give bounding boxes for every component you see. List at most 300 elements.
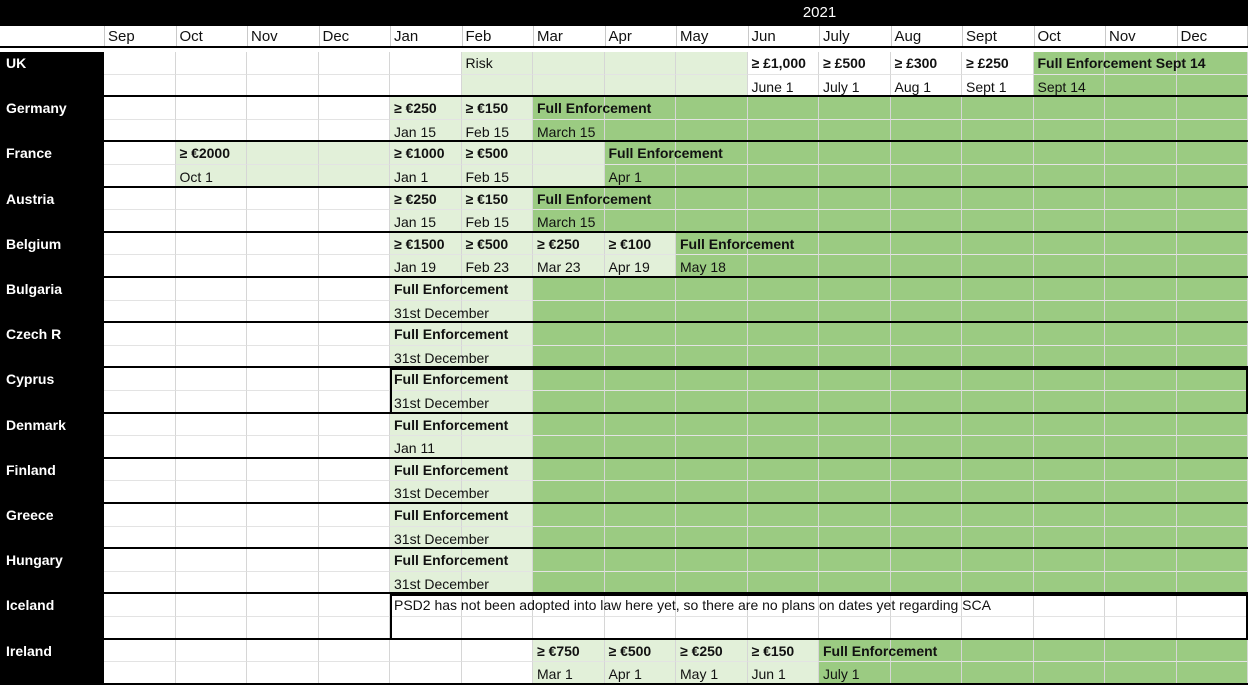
timeline-cell <box>891 97 963 120</box>
timeline-cell <box>1105 391 1177 414</box>
timeline-cell <box>247 640 319 663</box>
timeline-cell <box>533 414 605 437</box>
threshold-label: Full Enforcement <box>390 416 508 434</box>
threshold-label: Full Enforcement <box>390 280 508 298</box>
timeline-cell <box>247 188 319 211</box>
timeline-cell <box>676 346 748 369</box>
threshold-label: Full Enforcement <box>605 144 723 162</box>
timeline-cell <box>104 527 176 550</box>
timeline-cell <box>962 165 1034 188</box>
timeline-cell <box>1034 142 1106 165</box>
row-outline <box>390 368 392 413</box>
timeline-cell <box>676 572 748 595</box>
timeline-cell <box>962 210 1034 233</box>
timeline-cell <box>319 165 391 188</box>
timeline-cell <box>1177 97 1248 120</box>
timeline-cell <box>1105 323 1177 346</box>
timeline-cell <box>819 391 891 414</box>
timeline-cell <box>247 549 319 572</box>
timeline-cell <box>533 572 605 595</box>
timeline-cell <box>104 640 176 663</box>
timeline-cell <box>891 481 963 504</box>
timeline-cell <box>748 436 820 459</box>
timeline-cell <box>1034 527 1106 550</box>
timeline-cell <box>176 481 248 504</box>
timeline-cell <box>819 459 891 482</box>
timeline-cell <box>1034 459 1106 482</box>
threshold-label: Full Enforcement <box>390 506 508 524</box>
timeline-cell <box>1177 188 1248 211</box>
timeline-cell <box>962 120 1034 143</box>
timeline-cell <box>962 368 1034 391</box>
country-label: Belgium <box>0 233 104 278</box>
timeline-cell <box>891 278 963 301</box>
timeline-cell <box>176 52 248 75</box>
month-label: Oct <box>1034 28 1106 45</box>
timeline-cell <box>1034 323 1106 346</box>
timeline-cell <box>748 617 820 640</box>
date-label: Jun 1 <box>748 665 786 683</box>
timeline-cell <box>1177 346 1248 369</box>
month-label: Feb <box>462 28 534 45</box>
threshold-label: ≥ €250 <box>390 99 437 117</box>
date-label: July 1 <box>819 665 860 683</box>
timeline-cell <box>1034 640 1106 663</box>
timeline-cell <box>104 75 176 98</box>
timeline-cell <box>1177 414 1248 437</box>
timeline-cell <box>962 97 1034 120</box>
timeline-cell <box>319 120 391 143</box>
timeline-cell <box>1177 120 1248 143</box>
timeline-cell <box>1034 368 1106 391</box>
timeline-cell <box>1034 549 1106 572</box>
timeline-cell <box>533 346 605 369</box>
timeline-cell <box>748 97 820 120</box>
timeline-cell <box>462 75 534 98</box>
month-label: Sep <box>104 28 176 45</box>
timeline-cell <box>176 368 248 391</box>
timeline-cell <box>533 75 605 98</box>
country-label: Greece <box>0 504 104 549</box>
timeline-cell <box>176 527 248 550</box>
timeline-cell <box>319 662 391 685</box>
timeline-cell <box>176 436 248 459</box>
timeline-cell <box>176 594 248 617</box>
timeline-cell <box>104 165 176 188</box>
timeline-cell <box>891 459 963 482</box>
timeline-cell <box>1177 233 1248 256</box>
threshold-label: Full Enforcement <box>390 461 508 479</box>
timeline-cell <box>176 504 248 527</box>
month-gridline <box>247 26 248 48</box>
timeline-cell <box>319 301 391 324</box>
timeline-cell <box>319 459 391 482</box>
timeline-cell <box>962 617 1034 640</box>
timeline-cell <box>533 165 605 188</box>
timeline-cell <box>247 572 319 595</box>
month-gridline <box>676 26 677 48</box>
threshold-label: ≥ £300 <box>891 54 938 72</box>
timeline-cell <box>390 640 462 663</box>
timeline-cell <box>676 120 748 143</box>
country-label: Bulgaria <box>0 278 104 323</box>
month-label: Sept <box>962 28 1034 45</box>
threshold-label: ≥ €500 <box>605 642 652 660</box>
month-gridline <box>390 26 391 48</box>
threshold-label: ≥ €500 <box>462 144 509 162</box>
timeline-cell <box>390 662 462 685</box>
timeline-cell <box>1177 391 1248 414</box>
timeline-cell <box>1105 233 1177 256</box>
month-gridline <box>819 26 820 48</box>
timeline-cell <box>748 120 820 143</box>
timeline-cell <box>319 414 391 437</box>
month-label: Nov <box>247 28 319 45</box>
timeline-cell <box>819 368 891 391</box>
timeline-cell <box>1105 142 1177 165</box>
timeline-cell <box>390 52 462 75</box>
threshold-label: ≥ €500 <box>462 235 509 253</box>
month-gridline <box>1034 26 1035 48</box>
month-gridline <box>462 26 463 48</box>
timeline-cell <box>891 120 963 143</box>
timeline-cell <box>676 210 748 233</box>
timeline-cell <box>676 617 748 640</box>
threshold-label: ≥ €150 <box>462 190 509 208</box>
timeline-cell <box>962 188 1034 211</box>
country-label: France <box>0 142 104 187</box>
timeline-cell <box>176 75 248 98</box>
timeline-cell <box>891 142 963 165</box>
timeline-cell <box>533 504 605 527</box>
timeline-cell <box>176 640 248 663</box>
timeline-cell <box>176 391 248 414</box>
timeline-cell <box>676 549 748 572</box>
timeline-cell <box>247 617 319 640</box>
timeline-cell <box>1105 210 1177 233</box>
timeline-cell <box>176 572 248 595</box>
timeline-cell <box>319 97 391 120</box>
timeline-cell <box>1177 481 1248 504</box>
timeline-cell <box>605 436 677 459</box>
timeline-cell <box>319 640 391 663</box>
timeline-cell <box>319 594 391 617</box>
timeline-cell <box>819 436 891 459</box>
threshold-label: Full Enforcement <box>390 370 508 388</box>
timeline-cell <box>748 142 820 165</box>
timeline-cell <box>1177 549 1248 572</box>
timeline-cell <box>891 617 963 640</box>
timeline-cell <box>176 97 248 120</box>
timeline-cell <box>748 414 820 437</box>
timeline-cell <box>676 52 748 75</box>
timeline-cell <box>1034 436 1106 459</box>
timeline-cell <box>676 301 748 324</box>
timeline-cell <box>962 278 1034 301</box>
timeline-cell <box>319 233 391 256</box>
timeline-cell <box>319 481 391 504</box>
timeline-cell <box>1034 617 1106 640</box>
date-label: Sept 14 <box>1034 78 1086 96</box>
timeline-cell <box>891 255 963 278</box>
timeline-cell <box>176 301 248 324</box>
timeline-cell <box>962 549 1034 572</box>
date-label: Jan 11 <box>390 439 435 457</box>
timeline-cell <box>819 323 891 346</box>
timeline-cell <box>247 323 319 346</box>
timeline-cell <box>605 301 677 324</box>
timeline-cell <box>891 210 963 233</box>
threshold-label: ≥ €150 <box>748 642 795 660</box>
timeline-cell <box>104 142 176 165</box>
timeline-cell <box>891 368 963 391</box>
date-label: Apr 19 <box>605 258 650 276</box>
timeline-cell <box>533 278 605 301</box>
month-header-row <box>0 26 1248 48</box>
month-label: July <box>819 28 891 45</box>
timeline-cell <box>1177 594 1248 617</box>
timeline-cell <box>462 617 534 640</box>
date-label: Feb 15 <box>462 213 510 231</box>
timeline-cell <box>819 572 891 595</box>
timeline-cell <box>176 662 248 685</box>
timeline-cell <box>176 233 248 256</box>
timeline-cell <box>605 527 677 550</box>
timeline-cell <box>891 549 963 572</box>
timeline-cell <box>247 75 319 98</box>
country-label: Hungary <box>0 549 104 594</box>
country-label: Germany <box>0 97 104 142</box>
timeline-cell <box>676 481 748 504</box>
timeline-cell <box>1034 594 1106 617</box>
timeline-cell <box>533 142 605 165</box>
timeline-cell <box>891 414 963 437</box>
timeline-cell <box>319 572 391 595</box>
timeline-cell <box>1034 165 1106 188</box>
timeline-cell <box>891 233 963 256</box>
date-label: Apr 1 <box>605 665 642 683</box>
month-label: Nov <box>1105 28 1177 45</box>
timeline-cell <box>319 346 391 369</box>
month-label: Dec <box>319 28 391 45</box>
threshold-label: PSD2 has not been adopted into law here yet, so there are no plans on dates yet regarding SCA <box>390 596 991 614</box>
timeline-cell <box>819 233 891 256</box>
country-label: Czech R <box>0 323 104 368</box>
timeline-cell <box>1177 210 1248 233</box>
timeline-cell <box>819 481 891 504</box>
timeline-cell <box>176 323 248 346</box>
threshold-label: Full Enforcement <box>390 551 508 569</box>
timeline-cell <box>962 323 1034 346</box>
timeline-cell <box>1034 210 1106 233</box>
timeline-cell <box>104 436 176 459</box>
timeline-cell <box>1105 414 1177 437</box>
timeline-cell <box>533 481 605 504</box>
timeline-cell <box>176 120 248 143</box>
date-label: July 1 <box>819 78 860 96</box>
timeline-cell <box>104 97 176 120</box>
country-label: Ireland <box>0 640 104 685</box>
timeline-cell <box>1034 481 1106 504</box>
timeline-cell <box>104 414 176 437</box>
timeline-cell <box>676 436 748 459</box>
date-label: Sept 1 <box>962 78 1006 96</box>
timeline-cell <box>891 504 963 527</box>
date-label: March 15 <box>533 213 595 231</box>
timeline-cell <box>1105 662 1177 685</box>
timeline-cell <box>1177 323 1248 346</box>
timeline-cell <box>104 301 176 324</box>
timeline-cell <box>1177 436 1248 459</box>
timeline-cell <box>1105 617 1177 640</box>
timeline-cell <box>1177 459 1248 482</box>
country-label: Denmark <box>0 414 104 459</box>
country-label: Iceland <box>0 594 104 639</box>
timeline-cell <box>247 142 319 165</box>
timeline-cell <box>962 527 1034 550</box>
date-label: May 1 <box>676 665 718 683</box>
timeline-cell <box>605 346 677 369</box>
timeline-cell <box>605 459 677 482</box>
timeline-cell <box>1105 368 1177 391</box>
timeline-cell <box>1034 346 1106 369</box>
timeline-cell <box>1034 233 1106 256</box>
timeline-cell <box>247 52 319 75</box>
month-gridline <box>319 26 320 48</box>
timeline-cell <box>1034 255 1106 278</box>
timeline-cell <box>891 527 963 550</box>
timeline-cell <box>1177 142 1248 165</box>
month-label: Mar <box>533 28 605 45</box>
timeline-cell <box>533 301 605 324</box>
threshold-label: Risk <box>462 54 493 72</box>
timeline-cell <box>319 391 391 414</box>
timeline-cell <box>891 391 963 414</box>
country-label: Finland <box>0 459 104 504</box>
timeline-cell <box>1105 459 1177 482</box>
timeline-cell <box>104 459 176 482</box>
month-gridline <box>176 26 177 48</box>
timeline-cell <box>891 436 963 459</box>
timeline-cell <box>104 594 176 617</box>
timeline-cell <box>962 640 1034 663</box>
timeline-cell <box>1034 188 1106 211</box>
timeline-cell <box>176 617 248 640</box>
timeline-cell <box>176 459 248 482</box>
timeline-cell <box>1105 504 1177 527</box>
timeline-cell <box>676 459 748 482</box>
timeline-cell <box>819 165 891 188</box>
timeline-cell <box>605 414 677 437</box>
timeline-cell <box>1105 75 1177 98</box>
month-gridline <box>1177 26 1178 48</box>
timeline-cell <box>533 52 605 75</box>
date-label: Mar 23 <box>533 258 581 276</box>
timeline-cell <box>1034 278 1106 301</box>
timeline-cell <box>1105 165 1177 188</box>
timeline-cell <box>462 436 534 459</box>
timeline-cell <box>962 572 1034 595</box>
date-label: 31st December <box>390 484 489 502</box>
timeline-cell <box>319 255 391 278</box>
timeline-cell <box>962 436 1034 459</box>
timeline-cell <box>1105 301 1177 324</box>
timeline-cell <box>533 436 605 459</box>
timeline-cell <box>247 414 319 437</box>
date-label: 31st December <box>390 349 489 367</box>
timeline-cell <box>676 504 748 527</box>
timeline-cell <box>605 481 677 504</box>
timeline-cell <box>247 459 319 482</box>
timeline-cell <box>247 210 319 233</box>
timeline-cell <box>962 662 1034 685</box>
timeline-cell <box>104 120 176 143</box>
month-label: Oct <box>176 28 248 45</box>
timeline-cell <box>676 414 748 437</box>
timeline-cell <box>247 255 319 278</box>
timeline-cell <box>676 97 748 120</box>
timeline-cell <box>1177 504 1248 527</box>
threshold-label: Full Enforcement <box>819 642 937 660</box>
timeline-cell <box>1105 120 1177 143</box>
timeline-cell <box>319 504 391 527</box>
date-label: Mar 1 <box>533 665 573 683</box>
timeline-cell <box>176 549 248 572</box>
date-label: Jan 1 <box>390 168 428 186</box>
date-label: Feb 15 <box>462 168 510 186</box>
timeline-cell <box>1105 572 1177 595</box>
date-label: Jan 19 <box>390 258 436 276</box>
timeline-cell <box>104 504 176 527</box>
timeline-cell <box>748 278 820 301</box>
month-gridline <box>891 26 892 48</box>
timeline-cell <box>819 255 891 278</box>
country-label: Cyprus <box>0 368 104 413</box>
row-outline <box>390 594 1248 596</box>
threshold-label: ≥ £500 <box>819 54 866 72</box>
timeline-cell <box>962 391 1034 414</box>
month-gridline <box>962 26 963 48</box>
timeline-cell <box>962 346 1034 369</box>
timeline-cell <box>1034 97 1106 120</box>
timeline-cell <box>748 255 820 278</box>
timeline-cell <box>533 368 605 391</box>
timeline-cell <box>247 165 319 188</box>
timeline-cell <box>748 301 820 324</box>
timeline-cell <box>748 188 820 211</box>
timeline-cell <box>676 278 748 301</box>
date-label: 31st December <box>390 394 489 412</box>
threshold-label: ≥ £1,000 <box>748 54 806 72</box>
timeline-cell <box>962 142 1034 165</box>
threshold-label: Full Enforcement <box>533 99 651 117</box>
timeline-cell <box>319 436 391 459</box>
date-label: June 1 <box>748 78 794 96</box>
timeline-cell <box>1034 572 1106 595</box>
timeline-cell <box>104 549 176 572</box>
month-gridline <box>104 26 105 48</box>
month-gridline <box>1105 26 1106 48</box>
timeline-cell <box>605 504 677 527</box>
timeline-cell <box>390 75 462 98</box>
timeline-cell <box>319 75 391 98</box>
date-label: Oct 1 <box>176 168 213 186</box>
date-label: 31st December <box>390 530 489 548</box>
timeline-cell <box>748 391 820 414</box>
timeline-cell <box>748 572 820 595</box>
timeline-cell <box>319 549 391 572</box>
threshold-label: ≥ €250 <box>390 190 437 208</box>
